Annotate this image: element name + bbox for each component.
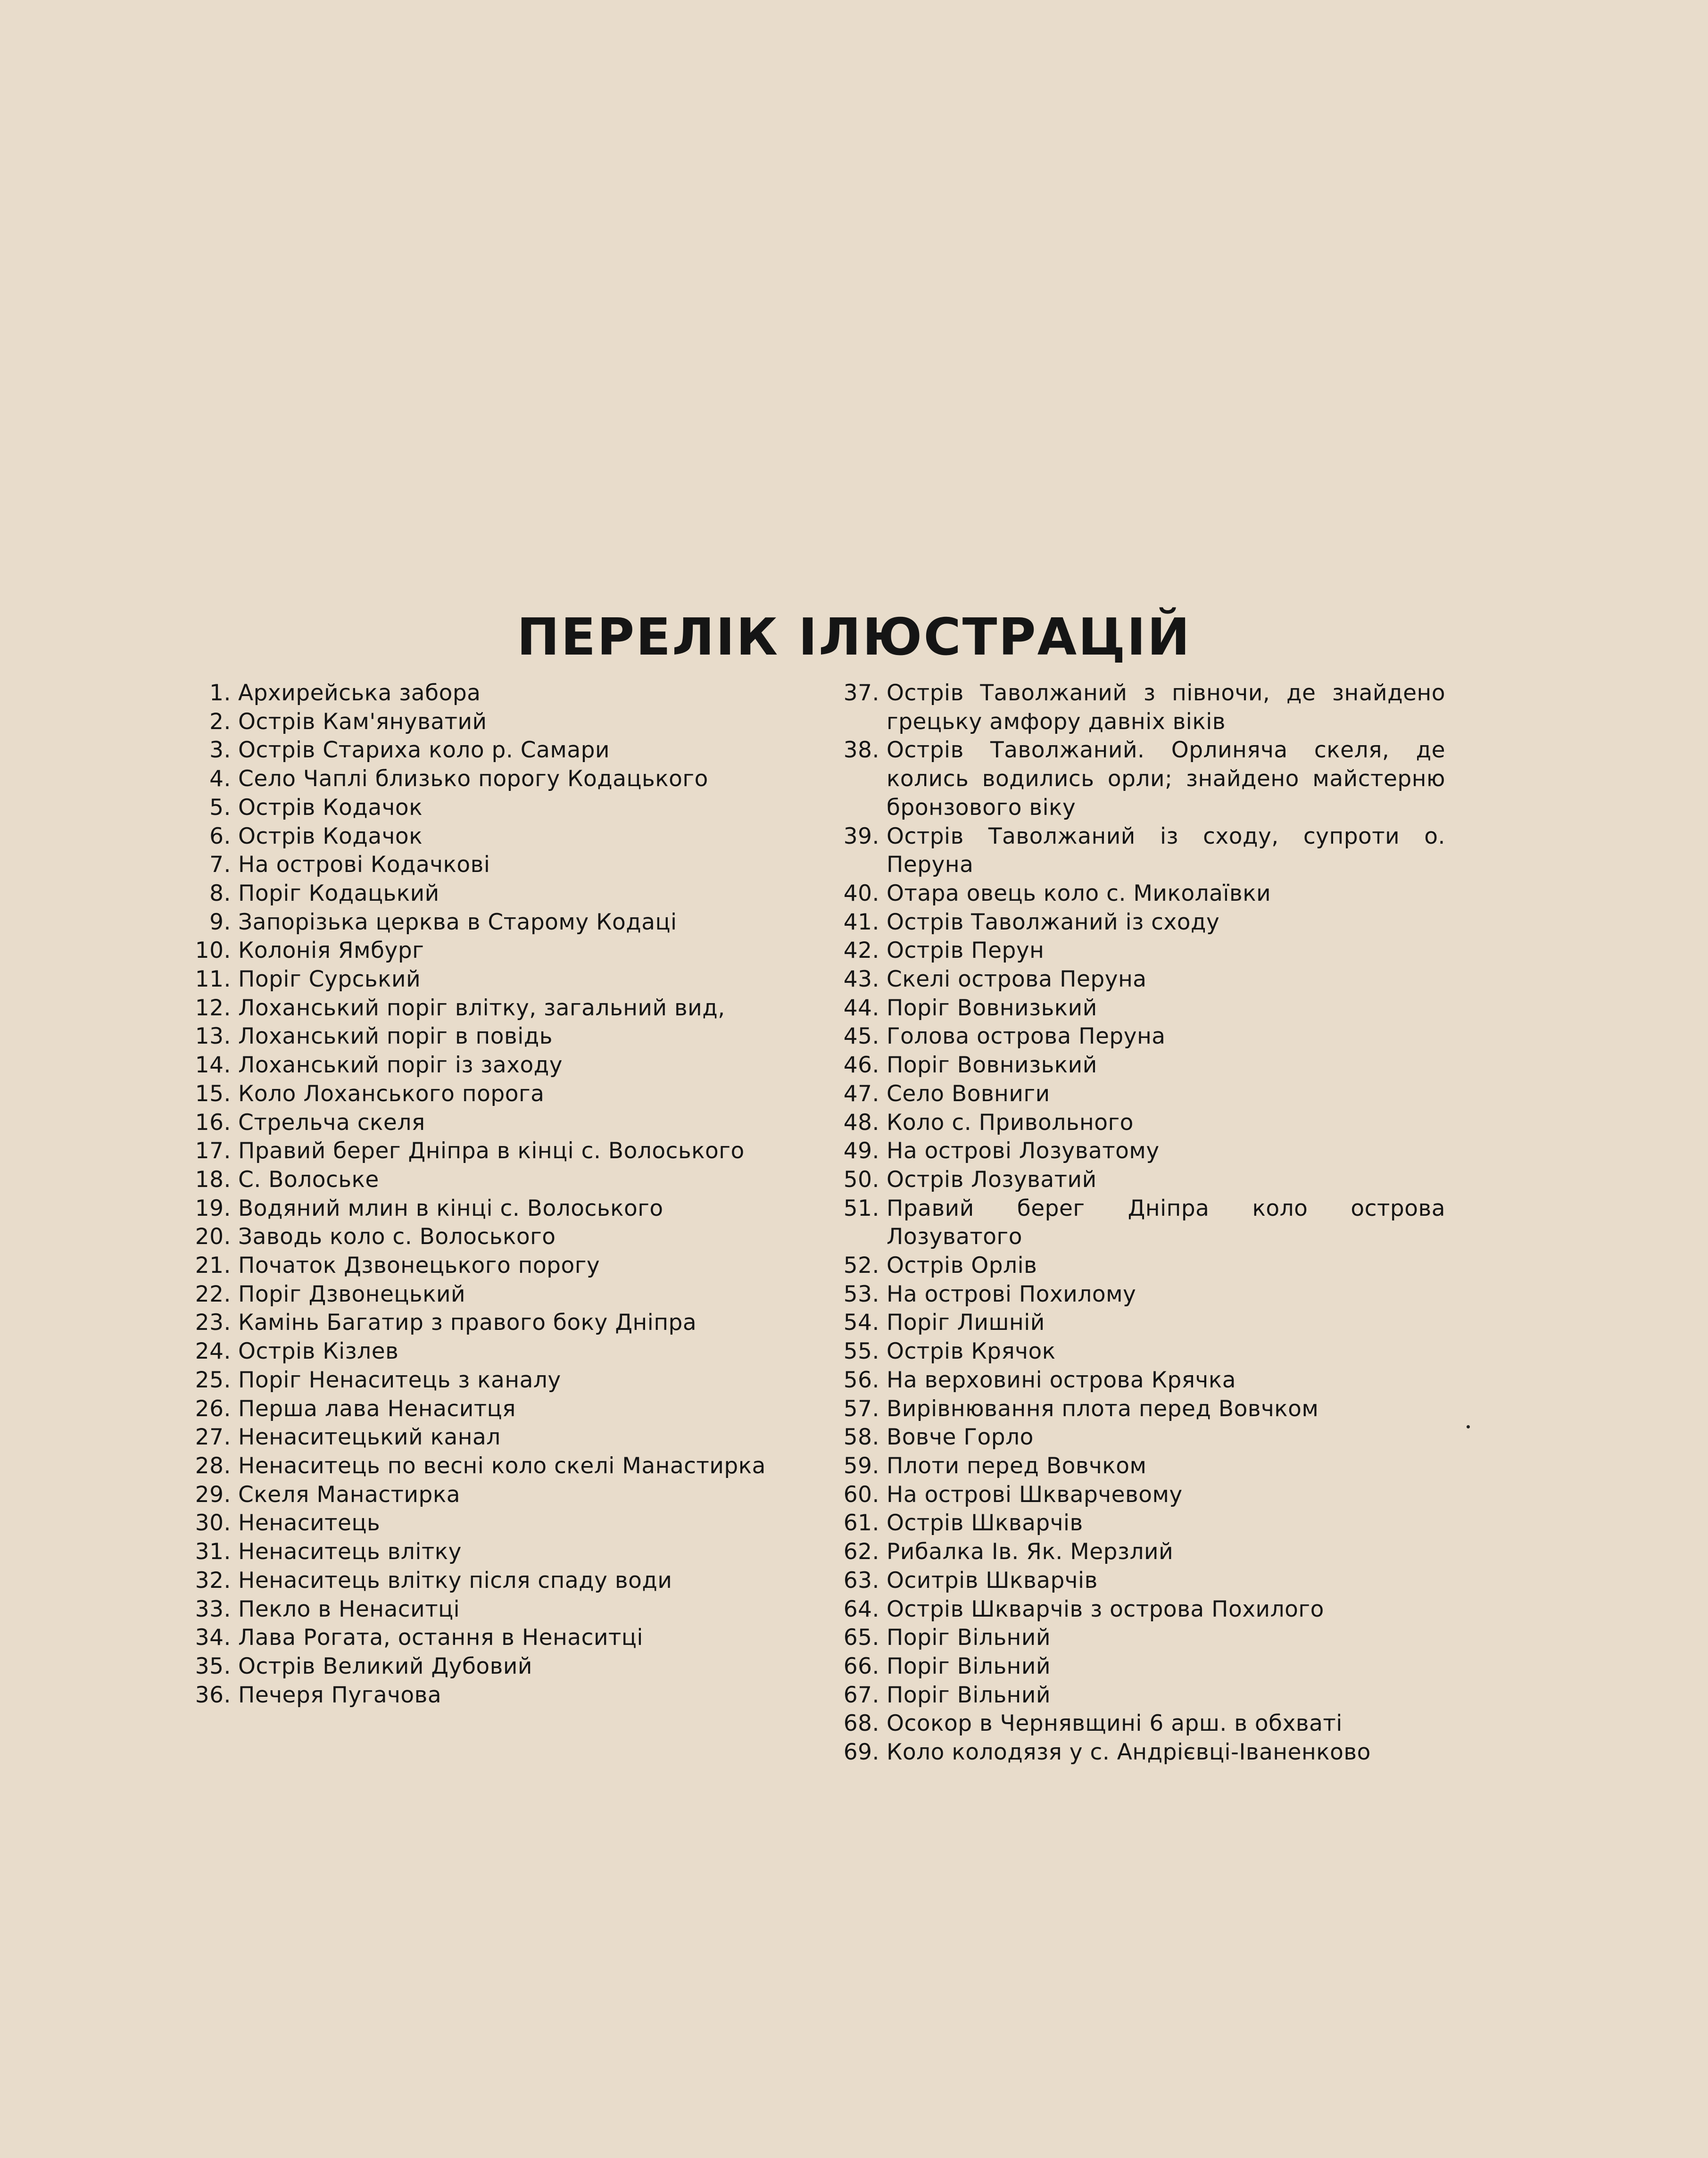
list-item <box>189 1280 783 1309</box>
item-caption: Острів Стариха коло р. Самари <box>238 737 610 764</box>
item-number: 35. <box>195 1653 231 1679</box>
item-number: 7. <box>209 852 231 878</box>
item-number: 57. <box>843 1395 879 1422</box>
item-number: 49. <box>843 1138 879 1164</box>
item-caption: Запорізька церква в Старому Кодаці <box>238 909 677 935</box>
item-number: 64. <box>843 1596 879 1622</box>
list-item <box>837 1080 1445 1109</box>
list-item <box>189 1195 783 1223</box>
item-number: 43. <box>843 966 879 993</box>
item-number: 10. <box>195 938 231 964</box>
list-item <box>189 708 783 737</box>
item-number: 60. <box>843 1481 879 1508</box>
list-item <box>189 765 783 794</box>
item-caption: Рибалка Ів. Як. Мерзлий <box>887 1539 1174 1565</box>
item-caption: Початок Дзвонецького порогу <box>238 1253 600 1279</box>
item-number: 59. <box>843 1452 879 1479</box>
list-item <box>189 1538 783 1567</box>
item-caption: Острів Таволжаний з півночи, де знайдено грецьку амфору давніх віків <box>887 680 1445 735</box>
list-item <box>189 1223 783 1252</box>
item-number: 69. <box>843 1739 879 1766</box>
item-caption: Водяний млин в кінці с. Волоського <box>238 1195 663 1221</box>
item-caption: Осокор в Чернявщині 6 арш. в обхваті <box>887 1710 1343 1737</box>
item-number: 4. <box>209 766 231 792</box>
list-item <box>189 937 783 965</box>
list-item <box>189 1595 783 1624</box>
item-number: 19. <box>195 1195 231 1221</box>
item-number: 23. <box>195 1310 231 1336</box>
list-item <box>837 965 1445 994</box>
item-caption: Поріг Вовнизький <box>887 995 1097 1021</box>
item-caption: Острів Таволжаний із сходу <box>887 909 1220 935</box>
list-item <box>189 1423 783 1452</box>
item-number: 34. <box>195 1625 231 1651</box>
item-caption: Село Чаплі близько порогу Кодацького <box>238 766 708 792</box>
item-caption: На острові Кодачкові <box>238 852 490 878</box>
item-number: 61. <box>843 1510 879 1536</box>
item-caption: На острові Шкварчевому <box>887 1481 1183 1508</box>
list-item <box>189 1624 783 1652</box>
item-number: 58. <box>843 1424 879 1451</box>
item-number: 30. <box>195 1510 231 1536</box>
item-caption: Ненаситець влітку <box>238 1539 462 1565</box>
item-number: 21. <box>195 1253 231 1279</box>
item-caption: Острів Кодачок <box>238 794 423 821</box>
list-item <box>837 822 1445 880</box>
list-item <box>189 1337 783 1366</box>
list-item <box>837 1652 1445 1681</box>
list-item <box>189 1109 783 1137</box>
list-item <box>189 1137 783 1166</box>
item-caption: Стрельча скеля <box>238 1109 425 1136</box>
item-caption: Коло колодязя у с. Андрієвці-Іваненково <box>887 1739 1371 1766</box>
list-item <box>837 908 1445 937</box>
list-item <box>837 880 1445 908</box>
list-item <box>837 1681 1445 1710</box>
list-item <box>837 1195 1445 1252</box>
item-caption: Острів Великий Дубовий <box>238 1653 532 1679</box>
item-number: 15. <box>195 1080 231 1107</box>
item-number: 17. <box>195 1138 231 1164</box>
list-item <box>837 1624 1445 1652</box>
item-caption: Лоханський поріг влітку, загальний вид, <box>238 995 725 1021</box>
item-number: 11. <box>195 966 231 993</box>
item-caption: Острів Кам'януватий <box>238 708 487 735</box>
item-number: 2. <box>209 708 231 735</box>
item-caption: Коло с. Привольного <box>887 1109 1134 1136</box>
item-caption: Скелі острова Перуна <box>887 966 1147 993</box>
list-item <box>189 1452 783 1481</box>
list-item <box>189 965 783 994</box>
item-caption: Камінь Багатир з правого боку Дніпра <box>238 1310 697 1336</box>
item-number: 33. <box>195 1596 231 1622</box>
item-number: 46. <box>843 1052 879 1079</box>
item-caption: Острів Орлів <box>887 1253 1037 1279</box>
item-number: 52. <box>843 1253 879 1279</box>
item-number: 6. <box>209 823 231 849</box>
item-caption: Поріг Ненаситець з каналу <box>238 1367 561 1393</box>
item-caption: Поріг Вільний <box>887 1653 1051 1679</box>
item-caption: Острів Таволжаний із сходу, супроти о. Перуна <box>887 823 1445 878</box>
item-number: 13. <box>195 1023 231 1050</box>
item-number: 68. <box>843 1710 879 1737</box>
item-number: 38. <box>843 737 879 764</box>
list-item <box>189 1252 783 1280</box>
item-number: 40. <box>843 880 879 906</box>
item-caption: Острів Лозуватий <box>887 1166 1097 1193</box>
stray-ink-dot <box>1467 1425 1470 1428</box>
item-caption: Острів Шкварчів <box>887 1510 1083 1536</box>
item-caption: Ненаситецький канал <box>238 1424 501 1451</box>
list-item <box>189 1309 783 1337</box>
illustrations-list-right <box>837 679 1445 1767</box>
list-item <box>189 1022 783 1051</box>
item-caption: На острові Похилому <box>887 1281 1136 1307</box>
item-caption: Лава Рогата, остання в Ненаситці <box>238 1625 643 1651</box>
item-caption: Коло Лоханського порога <box>238 1080 545 1107</box>
item-caption: Поріг Сурський <box>238 966 421 993</box>
item-number: 22. <box>195 1281 231 1307</box>
item-number: 24. <box>195 1338 231 1365</box>
page-title: ПЕРЕЛІК ІЛЮСТРАЦІЙ <box>517 608 1191 667</box>
item-number: 45. <box>843 1023 879 1050</box>
item-caption: С. Волоське <box>238 1166 379 1193</box>
item-number: 50. <box>843 1166 879 1193</box>
item-caption: Поріг Лишній <box>887 1310 1045 1336</box>
item-caption: На верховині острова Крячка <box>887 1367 1236 1393</box>
item-number: 1. <box>209 680 231 706</box>
item-number: 62. <box>843 1539 879 1565</box>
item-caption: Ненаситець влітку після спаду води <box>238 1567 672 1594</box>
list-item <box>837 736 1445 822</box>
item-caption: На острові Лозуватому <box>887 1138 1160 1164</box>
list-item <box>189 1509 783 1538</box>
list-item <box>189 1395 783 1424</box>
list-item <box>189 822 783 851</box>
list-item <box>189 851 783 880</box>
list-item <box>837 1252 1445 1280</box>
item-caption: Ненаситець <box>238 1510 381 1536</box>
item-caption: Голова острова Перуна <box>887 1023 1166 1050</box>
item-caption: Поріг Кодацький <box>238 880 439 906</box>
list-item <box>837 994 1445 1023</box>
item-number: 27. <box>195 1424 231 1451</box>
list-item <box>837 679 1445 736</box>
item-caption: Правий берег Дніпра в кінці с. Волоського <box>238 1138 745 1164</box>
item-number: 53. <box>843 1281 879 1307</box>
item-caption: Село Вовниги <box>887 1080 1050 1107</box>
item-number: 29. <box>195 1481 231 1508</box>
list-item <box>189 679 783 708</box>
item-caption: Оситрів Шкварчів <box>887 1567 1098 1594</box>
list-item <box>837 1280 1445 1309</box>
item-number: 67. <box>843 1682 879 1708</box>
list-item <box>189 1567 783 1595</box>
item-number: 12. <box>195 995 231 1021</box>
item-number: 32. <box>195 1567 231 1594</box>
list-item <box>837 1022 1445 1051</box>
item-number: 14. <box>195 1052 231 1079</box>
list-item <box>837 1481 1445 1510</box>
item-number: 63. <box>843 1567 879 1594</box>
list-item <box>189 1366 783 1395</box>
item-caption: Ненаситець по весні коло скелі Манастирка <box>238 1452 766 1479</box>
item-number: 37. <box>843 680 879 706</box>
list-item <box>189 1681 783 1710</box>
item-caption: Правий берег Дніпра коло острова Лозуватого <box>887 1195 1445 1250</box>
item-caption: Поріг Вовнизький <box>887 1052 1097 1079</box>
item-caption: Вирівнювання плота перед Вовчком <box>887 1395 1319 1422</box>
list-item <box>189 880 783 908</box>
item-number: 66. <box>843 1653 879 1679</box>
list-item <box>837 1395 1445 1424</box>
item-number: 39. <box>843 823 879 849</box>
item-number: 56. <box>843 1367 879 1393</box>
list-item <box>837 1738 1445 1767</box>
list-item <box>189 908 783 937</box>
item-caption: Перша лава Ненаситця <box>238 1395 516 1422</box>
item-number: 36. <box>195 1682 231 1708</box>
item-caption: Лоханський поріг із заходу <box>238 1052 563 1079</box>
item-number: 42. <box>843 938 879 964</box>
item-caption: Печеря Пугачова <box>238 1682 442 1708</box>
illustrations-list-left <box>189 679 783 1710</box>
item-caption: Скеля Манастирка <box>238 1481 461 1508</box>
list-item <box>837 1337 1445 1366</box>
item-caption: Лоханський поріг в повідь <box>238 1023 553 1050</box>
list-item <box>837 1423 1445 1452</box>
item-number: 51. <box>843 1195 879 1221</box>
item-caption: Заводь коло с. Волоського <box>238 1224 556 1250</box>
list-item <box>837 937 1445 965</box>
item-number: 65. <box>843 1625 879 1651</box>
list-item <box>189 1080 783 1109</box>
item-number: 8. <box>209 880 231 906</box>
list-item <box>837 1710 1445 1738</box>
item-caption: Острів Таволжаний. Орлиняча скеля, де колись водились орли; знайдено майстерню бронзового віку <box>887 737 1445 821</box>
item-number: 47. <box>843 1080 879 1107</box>
item-caption: Острів Кодачок <box>238 823 423 849</box>
item-number: 28. <box>195 1452 231 1479</box>
item-caption: Вовче Горло <box>887 1424 1034 1451</box>
list-item <box>837 1366 1445 1395</box>
list-item <box>837 1595 1445 1624</box>
list-item <box>189 1481 783 1510</box>
list-item <box>837 1309 1445 1337</box>
item-caption: Острів Шкварчів з острова Похилого <box>887 1596 1324 1622</box>
item-number: 9. <box>209 909 231 935</box>
list-item <box>189 1166 783 1195</box>
list-item <box>189 994 783 1023</box>
list-item <box>837 1538 1445 1567</box>
list-item <box>189 1051 783 1080</box>
item-number: 55. <box>843 1338 879 1365</box>
list-item <box>837 1452 1445 1481</box>
list-item <box>837 1567 1445 1595</box>
list-item <box>837 1109 1445 1137</box>
item-number: 5. <box>209 794 231 821</box>
item-number: 20. <box>195 1224 231 1250</box>
item-number: 25. <box>195 1367 231 1393</box>
item-caption: Колонія Ямбург <box>238 938 424 964</box>
item-caption: Острів Перун <box>887 938 1045 964</box>
item-caption: Архирейська забора <box>238 680 481 706</box>
list-item <box>837 1137 1445 1166</box>
item-caption: Поріг Дзвонецький <box>238 1281 466 1307</box>
list-item <box>837 1051 1445 1080</box>
item-caption: Пекло в Ненаситці <box>238 1596 460 1622</box>
list-item <box>189 1652 783 1681</box>
item-number: 18. <box>195 1166 231 1193</box>
item-caption: Поріг Вільний <box>887 1682 1051 1708</box>
item-number: 54. <box>843 1310 879 1336</box>
item-number: 31. <box>195 1539 231 1565</box>
item-number: 26. <box>195 1395 231 1422</box>
item-number: 41. <box>843 909 879 935</box>
item-number: 44. <box>843 995 879 1021</box>
list-item <box>837 1166 1445 1195</box>
item-caption: Острів Кізлев <box>238 1338 399 1365</box>
item-caption: Поріг Вільний <box>887 1625 1051 1651</box>
item-caption: Острів Крячок <box>887 1338 1056 1365</box>
list-item <box>189 794 783 822</box>
list-item <box>837 1509 1445 1538</box>
item-number: 16. <box>195 1109 231 1136</box>
item-number: 3. <box>209 737 231 764</box>
item-caption: Плоти перед Вовчком <box>887 1452 1147 1479</box>
item-caption: Отара овець коло с. Миколаївки <box>887 880 1271 906</box>
list-item <box>189 736 783 765</box>
item-number: 48. <box>843 1109 879 1136</box>
